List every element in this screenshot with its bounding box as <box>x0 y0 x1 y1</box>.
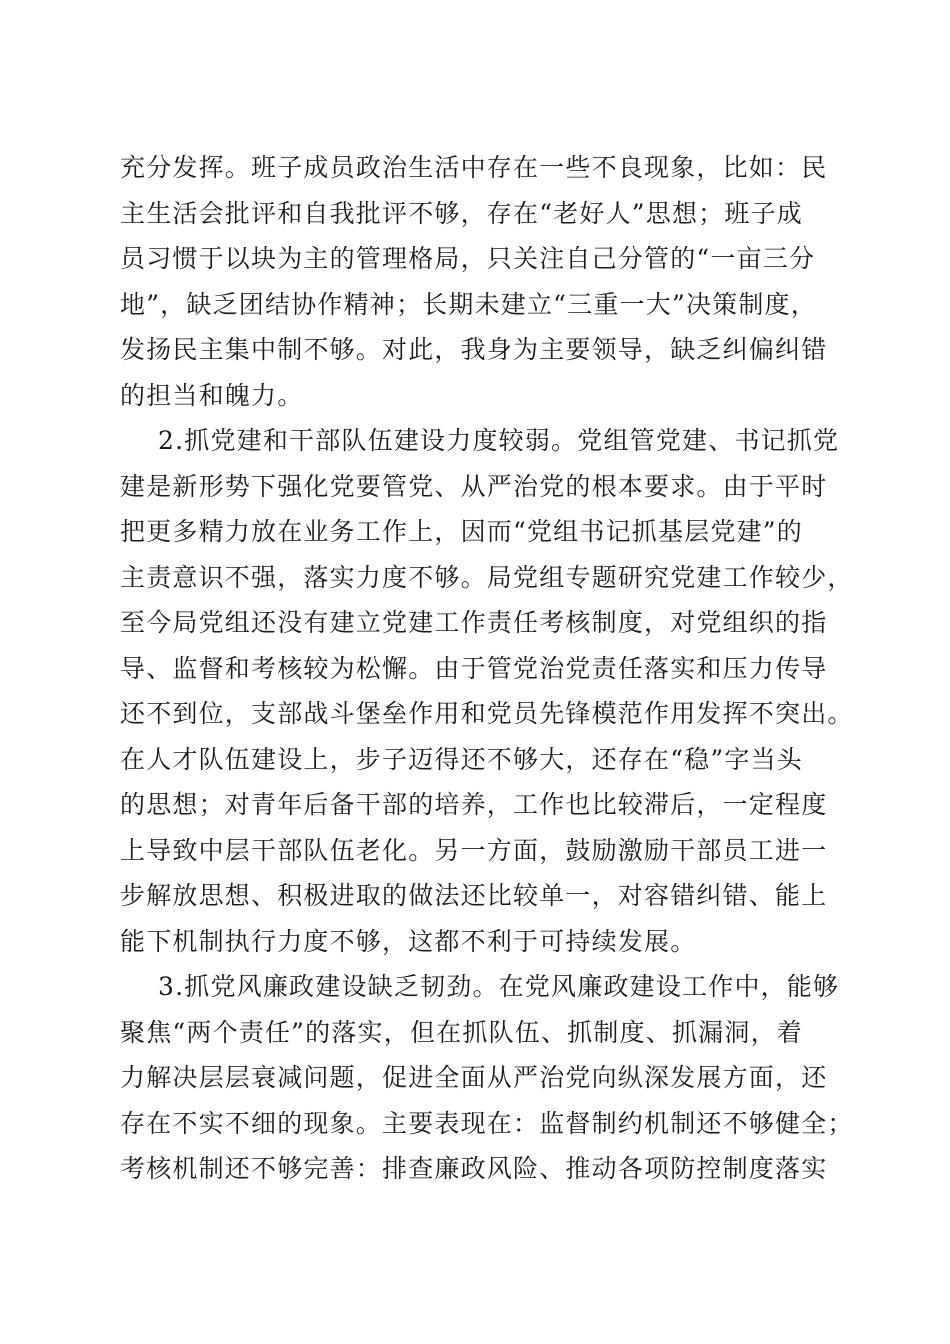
text-line: 能下机制执行力度不够，这都不利于可持续发展。 <box>120 926 697 956</box>
text-line: 步解放思想、积极进取的做法还比较单一，对容错纠错、能上 <box>120 881 828 910</box>
text-line: 上导致中层干部队伍老化。另一方面，鼓励激励干部员工进一 <box>120 835 828 865</box>
text-line: 考核机制还不够完善：排查廉政风险、推动各项防控制度落实 <box>120 1154 828 1183</box>
text-line: 力解决层层衰减问题，促进全面从严治党向纵深发展方面，还 <box>120 1063 828 1092</box>
text-line: 还不到位，支部战斗堡垒作用和党员先锋模范作用发挥不突出。 <box>120 699 854 728</box>
section-heading-line: 2.抓党建和干部队伍建设力度较弱。党组管党建、书记抓党 <box>158 426 840 455</box>
text-line: 建是新形势下强化党要管党、从严治党的根本要求。由于平时 <box>120 471 828 501</box>
text-line: 员习惯于以块为主的管理格局，只关注自己分管的“一亩三分 <box>120 244 816 273</box>
text-line: 的思想；对青年后备干部的培养，工作也比较滞后，一定程度 <box>120 790 828 819</box>
text-line: 地”，缺乏团结协作精神；长期未建立“三重一大”决策制度， <box>120 289 817 319</box>
text-line: 主责意识不强，落实力度不够。局党组专题研究党建工作较少， <box>120 562 854 592</box>
text-line: 存在不实不细的现象。主要表现在：监督制约机制还不够健全； <box>120 1108 854 1138</box>
text-line: 主生活会批评和自我批评不够，存在“老好人”思想；班子成 <box>120 198 803 228</box>
text-line: 把更多精力放在业务工作上，因而“党组书记抓基层党建”的 <box>120 517 803 546</box>
text-line: 聚焦“两个责任”的落实，但在抓队伍、抓制度、抓漏洞，着 <box>120 1017 803 1047</box>
text-line: 充分发挥。班子成员政治生活中存在一些不良现象，比如：民 <box>120 153 828 182</box>
text-line: 发扬民主集中制不够。对此，我身为主要领导，缺乏纠偏纠错 <box>120 335 828 364</box>
section-heading-line: 3.抓党风廉政建设缺乏韧劲。在党风廉政建设工作中，能够 <box>158 972 840 1001</box>
text-line: 至今局党组还没有建立党建工作责任考核制度，对党组织的指 <box>120 608 828 637</box>
text-line: 的担当和魄力。 <box>120 380 304 410</box>
text-line: 导、监督和考核较为松懈。由于管党治党责任落实和压力传导 <box>120 653 828 683</box>
text-line: 在人才队伍建设上，步子迈得还不够大，还存在“稳”字当头 <box>120 744 803 774</box>
body-text <box>120 145 854 1192</box>
